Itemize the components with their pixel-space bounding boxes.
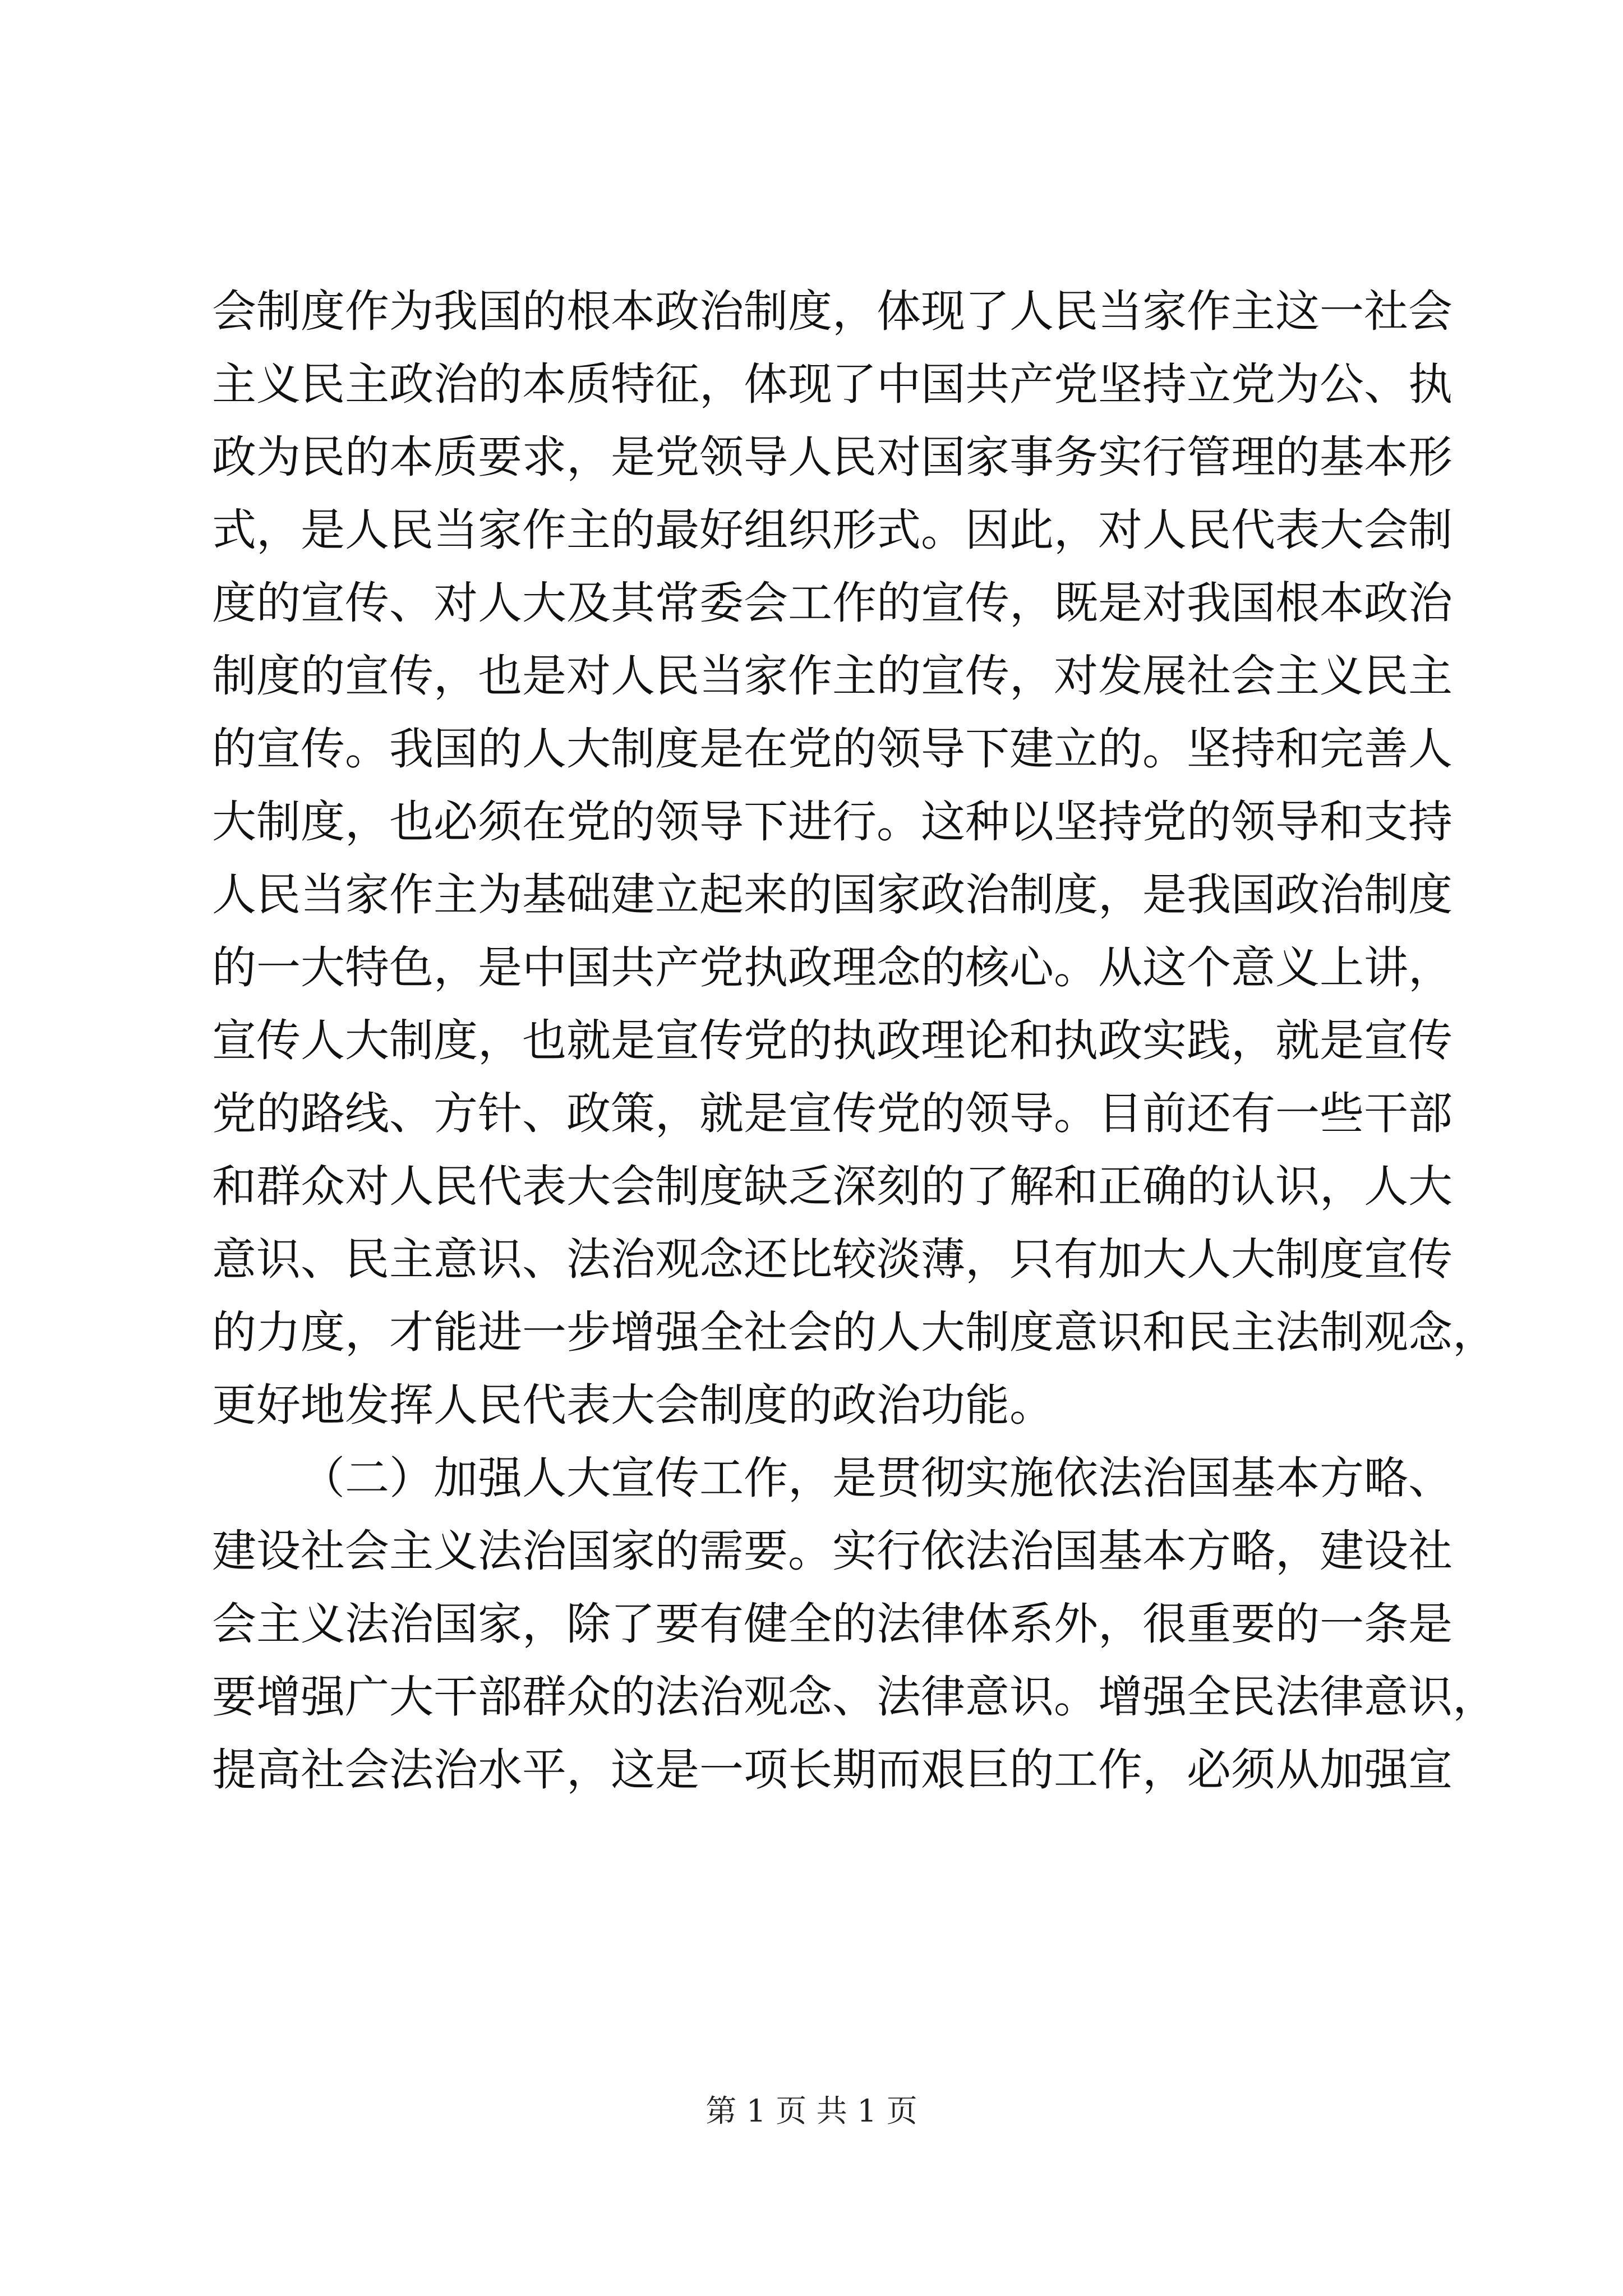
text-line: 人民当家作主为基础建立起来的国家政治制度，是我国政治制度 <box>212 869 1453 921</box>
text-line: 制度的宣传，也是对人民当家作主的宣传，对发展社会主义民主 <box>212 650 1453 702</box>
text-line: 建设社会主义法治国家的需要。实行依法治国基本方略，建设社 <box>212 1525 1453 1577</box>
text-line: 的一大特色，是中国共产党执政理念的核心。从这个意义上讲， <box>212 942 1453 993</box>
text-line: 大制度，也必须在党的领导下进行。这种以坚持党的领导和支持 <box>212 796 1453 848</box>
text-line: 主义民主政治的本质特征，体现了中国共产党坚持立党为公、执 <box>212 358 1453 410</box>
text-line: 会制度作为我国的根本政治制度，体现了人民当家作主这一社会 <box>212 286 1453 337</box>
text-line: 要增强广大干部群众的法治观念、法律意识。增强全民法律意识， <box>212 1671 1497 1723</box>
text-line: 党的路线、方针、政策，就是宣传党的领导。目前还有一些干部 <box>212 1088 1453 1139</box>
text-line: 的宣传。我国的人大制度是在党的领导下建立的。坚持和完善人 <box>212 723 1453 775</box>
text-line: （二）加强人大宣传工作，是贯彻实施依法治国基本方略、 <box>301 1452 1453 1504</box>
page-number-footer: 第 1 页 共 1 页 <box>706 2093 917 2129</box>
text-line: 更好地发挥人民代表大会制度的政治功能。 <box>212 1379 1054 1431</box>
text-line: 提高社会法治水平，这是一项长期而艰巨的工作，必须从加强宣 <box>212 1744 1453 1796</box>
body-text <box>212 275 1497 1806</box>
text-line: 的力度，才能进一步增强全社会的人大制度意识和民主法制观念， <box>212 1306 1497 1358</box>
text-line: 意识、民主意识、法治观念还比较淡薄，只有加大人大制度宣传 <box>212 1234 1453 1285</box>
text-line: 度的宣传、对人大及其常委会工作的宣传，既是对我国根本政治 <box>212 577 1453 629</box>
text-line: 宣传人大制度，也就是宣传党的执政理论和执政实践，就是宣传 <box>212 1015 1453 1066</box>
text-line: 式，是人民当家作主的最好组织形式。因此，对人民代表大会制 <box>212 504 1453 556</box>
text-line: 和群众对人民代表大会制度缺乏深刻的了解和正确的认识，人大 <box>212 1161 1453 1212</box>
text-line: 会主义法治国家，除了要有健全的法律体系外，很重要的一条是 <box>212 1598 1453 1650</box>
text-line: 政为民的本质要求，是党领导人民对国家事务实行管理的基本形 <box>212 431 1453 483</box>
